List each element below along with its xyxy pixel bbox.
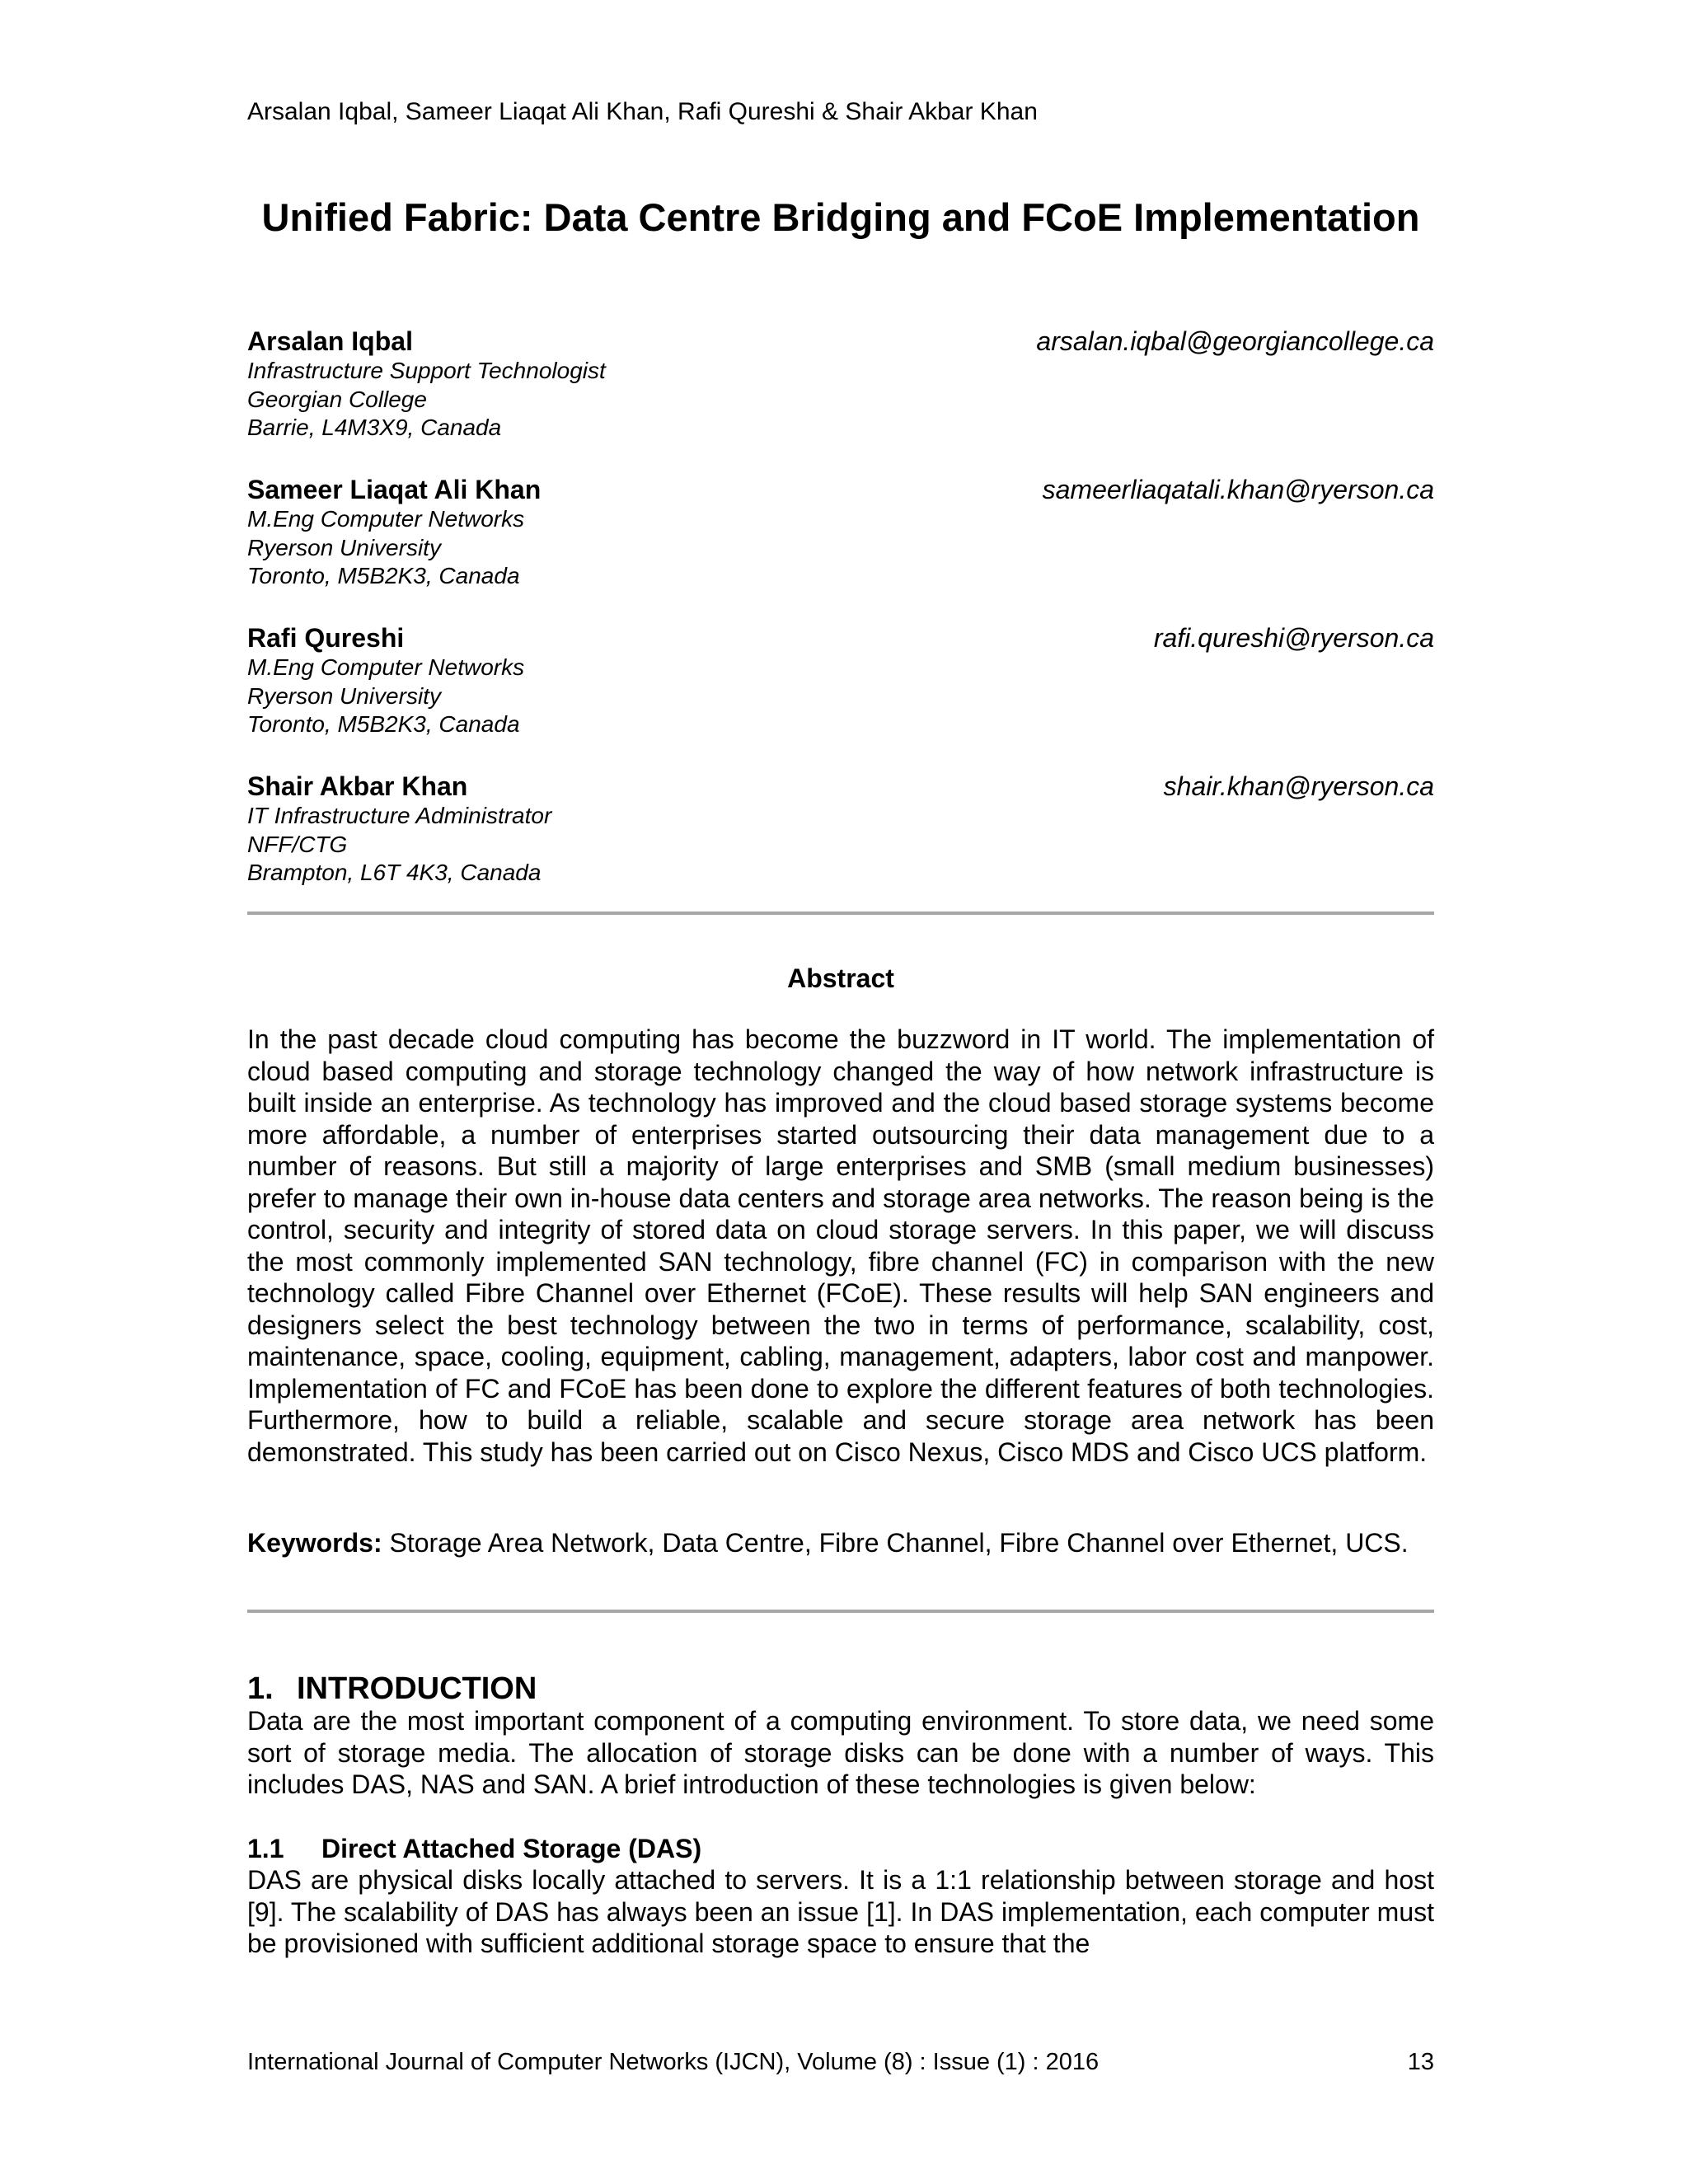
author-affiliation-line: M.Eng Computer Networks xyxy=(247,506,525,532)
section-text: Data are the most important component of a computing environment. To store data, we need some sort of storage media. The allocation of storage disks can be done with a number of ways. This includes DAS, NAS and SAN. A brief introduction of these technologies is given below: xyxy=(247,1706,1434,1799)
author-block xyxy=(247,771,1434,888)
author-block xyxy=(247,622,1434,739)
author-name: Rafi Qureshi xyxy=(247,623,405,653)
abstract-heading: Abstract xyxy=(787,963,894,993)
author-affiliation-line: Georgian College xyxy=(247,386,427,412)
keywords-label: Keywords: xyxy=(247,1528,382,1558)
author-affiliation-line: Ryerson University xyxy=(247,534,441,560)
author-block xyxy=(247,326,1434,443)
author-affiliation-line: Infrastructure Support Technologist xyxy=(247,358,606,383)
author-affiliation-line: Ryerson University xyxy=(247,682,441,709)
keywords-paragraph xyxy=(247,1527,1434,1559)
subsection-text: DAS are physical disks locally attached to servers. It is a 1:1 relationship between storage and host [9]. The scalability of DAS has always been an issue [1]. In DAS implementation, each computer must be provisioned with sufficient additional storage space to ensure that the xyxy=(247,1865,1434,1958)
journal-citation: International Journal of Computer Networks (IJCN), Volume (8) : Issue (1) : 2016 xyxy=(247,2049,1100,2075)
author-affiliation-line: Toronto, M5B2K3, Canada xyxy=(247,711,520,737)
paper-title: Unified Fabric: Data Centre Bridging and FCoE Implementation xyxy=(261,195,1420,239)
horizontal-rule xyxy=(247,912,1434,915)
author-affiliation-line: Brampton, L6T 4K3, Canada xyxy=(247,860,542,885)
author-name: Sameer Liaqat Ali Khan xyxy=(247,475,542,504)
section-number: 1. xyxy=(247,1671,274,1706)
author-affiliation-line: M.Eng Computer Networks xyxy=(247,654,525,680)
subsection-number: 1.1 xyxy=(247,1834,284,1863)
author-email: rafi.qureshi@ryerson.ca xyxy=(1153,623,1434,653)
page-footer xyxy=(247,2047,1434,2077)
author-name: Arsalan Iqbal xyxy=(247,326,413,356)
horizontal-rule xyxy=(247,1610,1434,1613)
author-affiliation-line: IT Infrastructure Administrator xyxy=(247,803,552,828)
section-title: INTRODUCTION xyxy=(297,1671,537,1706)
author-affiliation-line: Toronto, M5B2K3, Canada xyxy=(247,563,520,588)
subsection-heading xyxy=(247,1833,701,1864)
author-affiliation-line: NFF/CTG xyxy=(247,831,348,857)
author-block xyxy=(247,474,1434,591)
section-heading xyxy=(247,1670,537,1708)
author-email: arsalan.iqbal@georgiancollege.ca xyxy=(1036,326,1434,356)
subsection-title: Direct Attached Storage (DAS) xyxy=(321,1834,702,1863)
author-email: sameerliaqatali.khan@ryerson.ca xyxy=(1042,475,1434,504)
author-email: shair.khan@ryerson.ca xyxy=(1163,771,1434,801)
page-number: 13 xyxy=(1407,2049,1434,2075)
abstract-text: In the past decade cloud computing has become the buzzword in IT world. The implementation of cloud based computing and storage technology changed the way of how network infrastructure is built inside an enterprise. As technology has improved and the cloud based storage systems become more affordable, a number of enterprises started outsourcing their data management due to a number of reasons. But still a majority of large enterprises and SMB (small medium businesses) prefer to manage their own in-house data centers and storage area networks. The reason being is the control, security and integrity of stored data on cloud storage servers. In this paper, we will discuss the most commonly implemented SAN technology, fibre channel (FC) in comparison with the new technology called Fibre Channel over Ethernet (FCoE). These results will help SAN engineers and designers select the best technology between the two in terms of performance, scalability, cost, maintenance, space, cooling, equipment, cabling, management, adapters, labor cost and manpower. Implementation of FC and FCoE has been done to explore the different features of both technologies. Furthermore, how to build a reliable, scalable and secure storage area network has been demonstrated. This study has been carried out on Cisco Nexus, Cisco MDS and Cisco UCS platform. xyxy=(247,1024,1434,1467)
author-name: Shair Akbar Khan xyxy=(247,771,468,801)
keywords-text: Storage Area Network, Data Centre, Fibre Channel, Fibre Channel over Ethernet, UCS. xyxy=(389,1528,1409,1558)
running-head: Arsalan Iqbal, Sameer Liaqat Ali Khan, Rafi Qureshi & Shair Akbar Khan xyxy=(247,98,1038,125)
author-affiliation-line: Barrie, L4M3X9, Canada xyxy=(247,415,502,440)
